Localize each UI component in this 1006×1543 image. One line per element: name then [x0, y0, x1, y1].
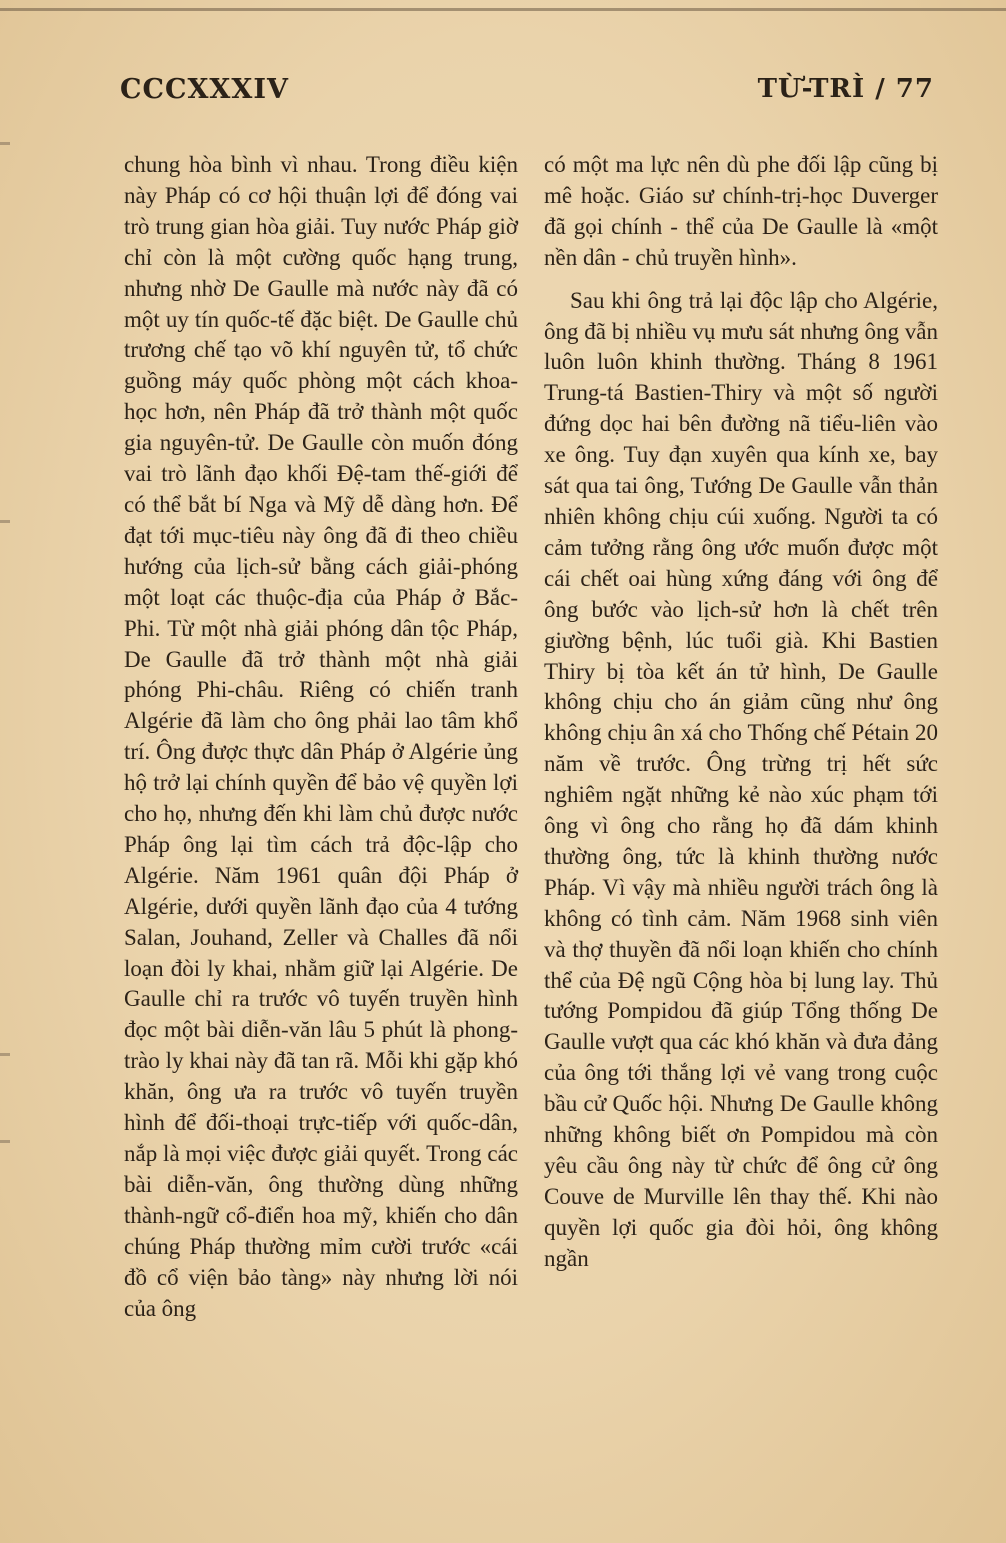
edge-mark	[0, 1140, 10, 1143]
right-paragraph-2: Sau khi ông trả lại độc lập cho Algérie, ông đã bị nhiều vụ mưu sát nhưng ông vẫn luôn luôn khinh thường. Tháng 8 1961 Trung-tá Bastien-Thiry và một số người đứng dọc hai bên đường nã tiểu-liên vào xe ông. Tuy đạn xuyên qua kính xe, bay sát qua tai ông, Tướng De Gaulle vẫn thản nhiên không chịu cúi xuống. Người ta có cảm tưởng rằng ông ước muốn được một cái chết oai hùng xứng đáng với ông để ông bước vào lịch-sử hơn là chết trên giường bệnh, lúc tuổi già. Khi Bastien Thiry bị tòa kết án tử hình, De Gaulle không chịu cho án giảm cũng như ông không chịu ân xá cho Thống chế Pétain 20 năm về trước. Ông trừng trị hết sức nghiêm ngặt những kẻ nào xúc phạm tới ông vì ông cho rằng họ đã dám khinh thường ông, tức là khinh thường nước Pháp. Vì vậy mà nhiều người trách ông là không có tình cảm. Năm 1968 sinh viên và thợ thuyền đã nổi loạn khiến cho chính thể của Đệ ngũ Cộng hòa bị lung lay. Thủ tướng Pompidou đã giúp Tổng thống De Gaulle vượt qua các khó khăn và đưa đảng của ông tới thắng lợi vẻ vang trong cuộc bầu cử Quốc hội. Nhưng De Gaulle không những không biết ơn Pompidou mà còn yêu cầu ông này từ chức để ông cử ông Couve de Murville lên thay thế. Khi nào quyền lợi quốc gia đòi hỏi, ông không ngần	[544, 287, 938, 1271]
right-paragraph-1: có một ma lực nên dù phe đối lập cũng bị mê hoặc. Giáo sư chính-trị-học Duverger đã gọi chính - thể của De Gaulle là «một nền dân - chủ truyền hình».	[544, 152, 938, 270]
left-column	[124, 150, 518, 1324]
edge-mark	[0, 1053, 10, 1056]
section-numeral: CCCXXXIV	[120, 74, 289, 105]
running-title: TỪ-TRÌ / 77	[757, 74, 934, 104]
top-edge-rule	[0, 8, 1006, 11]
edge-mark	[0, 142, 10, 145]
edge-mark	[0, 520, 10, 523]
right-column	[544, 150, 938, 1275]
left-paragraph-1: chung hòa bình vì nhau. Trong điều kiện này Pháp có cơ hội thuận lợi để đóng vai trò trung gian hòa giải. Tuy nước Pháp giờ chỉ còn là một cường quốc hạng trung, nhưng nhờ De Gaulle mà nước này đã có một uy tín quốc-tế đặc biệt. De Gaulle chủ trương chế tạo võ khí nguyên tử, tổ chức guồng máy quốc phòng một cách khoa-học hơn, nên Pháp đã trở thành một quốc gia nguyên-tử. De Gaulle còn muốn đóng vai trò lãnh đạo khối Đệ-tam thế-giới để có thể bắt bí Nga và Mỹ dễ dàng hơn. Để đạt tới mục-tiêu này ông đã đi theo chiều hướng của lịch-sử bằng cách giải-phóng một loạt các thuộc-địa của Pháp ở Bắc-Phi. Từ một nhà giải phóng dân tộc Pháp, De Gaulle đã trở thành một nhà giải phóng Phi-châu. Riêng có chiến tranh Algérie đã làm cho ông phải lao tâm khổ trí. Ông được thực dân Pháp ở Algérie ủng hộ trở lại chính quyền để bảo vệ quyền lợi cho họ, nhưng đến khi làm chủ được nước Pháp ông lại tìm cách trả độc-lập cho Algérie. Năm 1961 quân đội Pháp ở Algérie, dưới quyền lãnh đạo của 4 tướng Salan, Jouhand, Zeller và Challes đã nổi loạn đòi ly khai, nhằm giữ lại Algérie. De Gaulle chỉ ra trước vô tuyến truyền hình đọc một bài diễn-văn lâu 5 phút là phong-trào ly khai này đã tan rã. Mỗi khi gặp khó khăn, ông ưa ra trước vô tuyến truyền hình để đối-thoại trực-tiếp với quốc-dân, nắp là mọi việc được giải quyết. Trong các bài diễn-văn, ông thường dùng những thành-ngữ cổ-điển hoa mỹ, khiến cho dân chúng Pháp thường mỉm cười trước «cái đồ cổ viện bảo tàng» này nhưng lời nói của ông	[124, 152, 518, 1321]
